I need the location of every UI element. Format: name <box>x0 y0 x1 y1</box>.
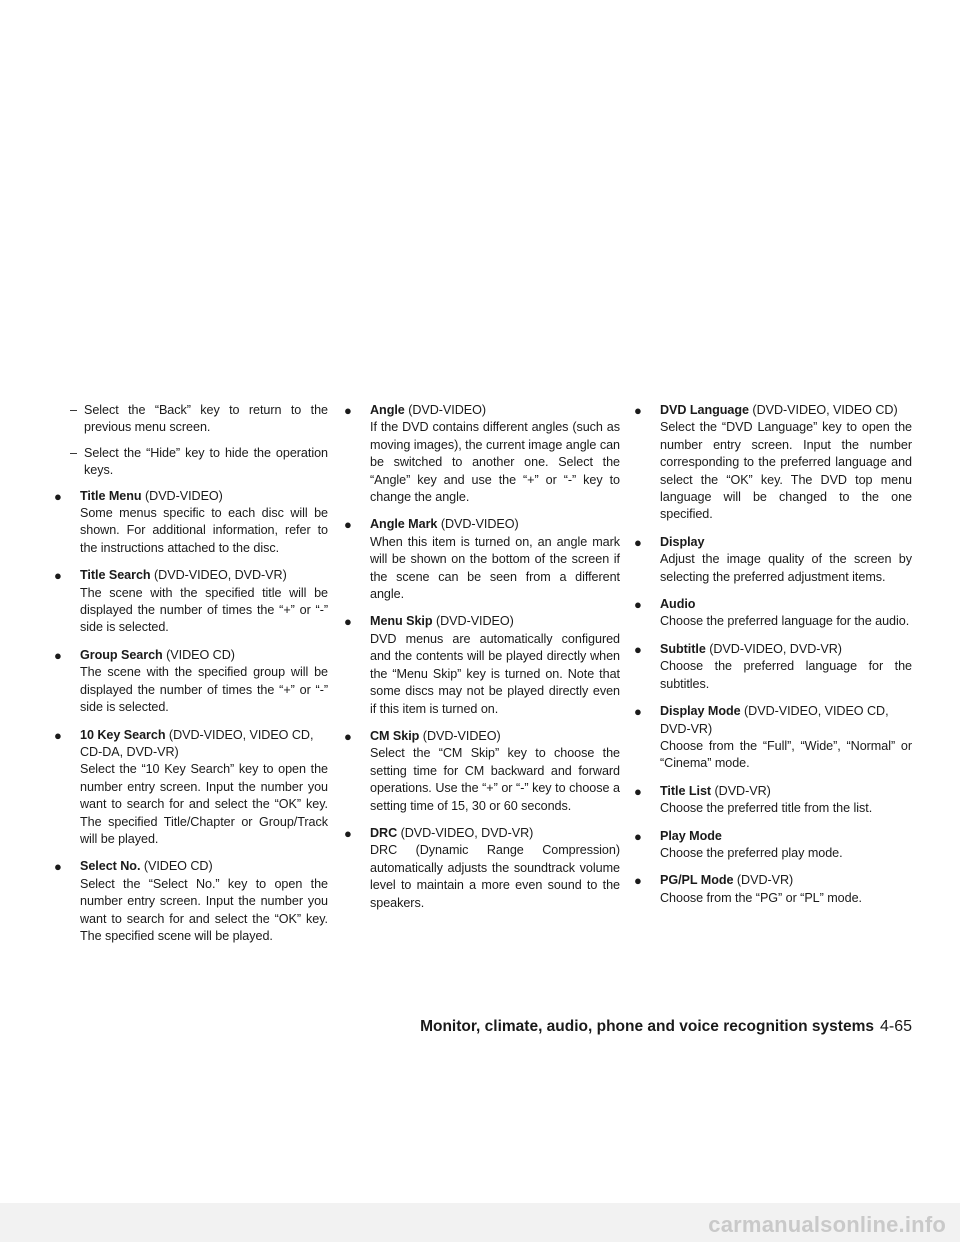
bullet-icon: ● <box>634 641 642 657</box>
entry-body: Choose the preferred play mode. <box>660 845 843 860</box>
entry-title-search <box>54 567 328 637</box>
page-footer <box>420 1018 912 1036</box>
entry-body: Select the “10 Key Search” key to open the number entry screen. Input the number you want to search for and select the “OK” key. The specified Title/Chapter or Group/Track will be played. <box>80 762 328 846</box>
entry-note: (DVD-VIDEO, DVD-VR) <box>400 825 534 840</box>
entry-body: When this item is turned on, an angle mark will be shown on the bottom of the screen if the scene can be seen from a different angle. <box>370 534 620 602</box>
entry-title: Menu Skip <box>370 614 433 629</box>
entry-body: Choose from the “Full”, “Wide”, “Normal” or “Cinema” mode. <box>660 738 912 771</box>
entry-body: Choose from the “PG” or “PL” mode. <box>660 890 862 905</box>
bullet-icon: ● <box>344 403 352 418</box>
entry-title: Display <box>660 534 705 549</box>
bullet-icon: ● <box>54 727 62 743</box>
dash-item-text: Select the “Back” key to return to the previous menu screen. <box>84 403 328 435</box>
entry-note: (DVD-VIDEO) <box>408 403 486 417</box>
entry-note: (DVD-VIDEO, VIDEO CD, CD-DA, DVD-VR) <box>80 727 314 759</box>
entry-note: (DVD-VIDEO, DVD-VR) <box>154 568 287 583</box>
entry-body: DRC (Dynamic Range Compression) automatically adjusts the soundtrack volume level to maintain a more even sound to the speakers. <box>370 843 620 910</box>
entry-title: Title Search <box>80 568 151 583</box>
entry-title: DVD Language <box>660 403 749 417</box>
entry-body: Choose the preferred language for the audio. <box>660 614 910 629</box>
column-2 <box>344 402 620 922</box>
bullet-icon: ● <box>344 614 352 630</box>
entry-display <box>634 534 912 586</box>
bullet-icon: ● <box>344 517 352 533</box>
entry-note: (VIDEO CD) <box>166 647 235 662</box>
entry-title-list <box>634 783 912 818</box>
bullet-icon: ● <box>344 728 352 744</box>
entry-title: Play Mode <box>660 828 722 843</box>
entry-title: Display Mode <box>660 704 741 719</box>
bullet-icon: ● <box>54 647 62 663</box>
entry-play-mode <box>634 828 912 863</box>
entry-body: Choose the preferred language for the subtitles. <box>660 659 912 691</box>
bullet-icon: ● <box>54 488 62 504</box>
entry-cm-skip <box>344 728 620 815</box>
entry-title: Title Menu <box>80 488 142 503</box>
entry-select-no <box>54 858 328 945</box>
entry-pg-pl-mode <box>634 872 912 907</box>
bullet-icon: ● <box>54 859 62 875</box>
column-3 <box>634 402 912 917</box>
entry-menu-skip <box>344 613 620 717</box>
entry-body: If the DVD contains different angles (such as moving images), the current image angle can be switched to another one. Select the “Angle” key and use the “+” or “-” key to change the angle. <box>370 420 620 505</box>
footer-section-title: Monitor, climate, audio, phone and voice recognition systems <box>420 1018 874 1035</box>
dash-item-hide <box>54 445 328 480</box>
entry-body: The scene with the specified title will be displayed the number of times the “+” or “-” side is selected. <box>80 585 328 635</box>
entry-body: Select the “Select No.” key to open the number entry screen. Input the number you want to search for and select the “OK” key. The specified scene will be played. <box>80 876 328 943</box>
entry-title: Select No. <box>80 859 141 874</box>
entry-note: (DVD-VIDEO) <box>422 728 501 743</box>
entry-body: Some menus specific to each disc will be shown. For additional information, refer to the instructions attached to the disc. <box>80 506 328 555</box>
entry-title: Audio <box>660 597 696 612</box>
entry-title: Angle Mark <box>370 517 438 532</box>
entry-title: Group Search <box>80 647 163 662</box>
bullet-icon: ● <box>634 704 642 720</box>
watermark-text: carmanualsonline.info <box>708 1212 946 1237</box>
entry-note: (DVD-VIDEO) <box>440 517 519 532</box>
entry-body: The scene with the specified group will be displayed the number of times the “+” or “-” side is selected. <box>80 665 328 715</box>
bullet-icon: ● <box>634 873 642 889</box>
entry-title: Angle <box>370 403 405 417</box>
bullet-icon: ● <box>54 568 62 584</box>
bullet-icon: ● <box>634 828 642 844</box>
entry-10-key-search <box>54 727 328 849</box>
entry-note: (DVD-VR) <box>714 783 771 798</box>
dash-glyph: – <box>70 445 77 460</box>
column-1 <box>54 402 328 955</box>
dash-item-text: Select the “Hide” key to hide the operation keys. <box>84 445 328 478</box>
entry-note: (DVD-VIDEO, DVD-VR) <box>709 641 842 656</box>
entry-title: Subtitle <box>660 641 706 656</box>
entry-title: CM Skip <box>370 728 420 743</box>
entry-note: (DVD-VIDEO) <box>435 614 514 629</box>
entry-title: Title List <box>660 783 712 798</box>
entry-angle-mark <box>344 516 620 603</box>
bullet-icon: ● <box>634 403 642 418</box>
entry-title: DRC <box>370 825 398 840</box>
entry-subtitle <box>634 641 912 693</box>
entry-note: (VIDEO CD) <box>143 859 213 874</box>
entry-note: (DVD-VIDEO) <box>145 488 223 503</box>
entry-note: (DVD-VIDEO, VIDEO CD, DVD-VR) <box>660 704 889 736</box>
entry-body: DVD menus are automatically configured and the contents will be played directly when the “Menu Skip” key is turned on. Note that some discs may not be played directly even if this item is turned on. <box>370 631 620 716</box>
dash-glyph: – <box>70 403 77 417</box>
bullet-icon: ● <box>344 825 352 841</box>
page-number: 4-65 <box>879 1018 912 1035</box>
entry-title: 10 Key Search <box>80 727 166 742</box>
bullet-icon: ● <box>634 783 642 799</box>
entry-body: Choose the preferred title from the list. <box>660 801 873 816</box>
entry-body: Select the “CM Skip” key to choose the setting time for CM backward and forward operations. Use the “+” or “-” key to choose a setting time of 15, 30 or 60 seconds. <box>370 746 620 813</box>
entry-group-search <box>54 647 328 717</box>
bullet-icon: ● <box>634 597 642 613</box>
entry-dvd-language <box>634 402 912 524</box>
entry-angle <box>344 402 620 506</box>
entry-title: PG/PL Mode <box>660 873 734 888</box>
entry-drc <box>344 825 620 912</box>
entry-body: Adjust the image quality of the screen by selecting the preferred adjustment items. <box>660 552 912 584</box>
bullet-icon: ● <box>634 534 642 550</box>
entry-display-mode <box>634 703 912 773</box>
entry-note: (DVD-VR) <box>736 873 794 888</box>
entry-body: Select the “DVD Language” key to open the number entry screen. Input the number corresponding to the preferred language and select the “OK” key. The DVD top menu language will be changed to the one specified. <box>660 420 912 522</box>
entry-title-menu <box>54 488 328 558</box>
dash-item-back <box>54 402 328 437</box>
entry-audio <box>634 596 912 631</box>
entry-note: (DVD-VIDEO, VIDEO CD) <box>752 403 898 417</box>
